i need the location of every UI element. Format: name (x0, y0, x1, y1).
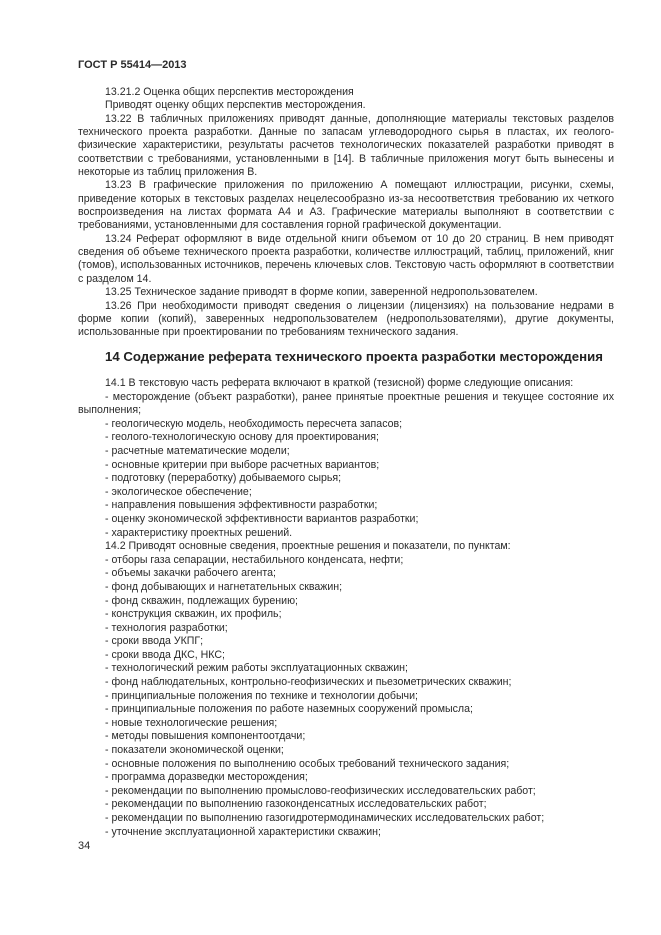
list-item: - уточнение эксплуатационной характеристики скважин; (105, 825, 381, 838)
list-item: - основные критерии при выборе расчетных вариантов; (105, 458, 380, 471)
paragraph: 13.21.2 Оценка общих перспектив месторождения (105, 86, 354, 98)
list-item: - расчетные математические модели; (105, 444, 290, 457)
list-item: - принципиальные положения по технике и технологии добычи; (105, 689, 418, 702)
paragraph: 13.26 При необходимости приводят сведения о лицензии (лицензиях) на пользование недрами в форме копии (копий), заверенных недропользователем (недропользователями), другие документы, использованные при проектировании по требованиям технического задания. (78, 299, 614, 339)
list-item: - рекомендации по выполнению промыслово-геофизических исследовательских работ; (105, 784, 536, 797)
list-item: - геологическую модель, необходимость пересчета запасов; (105, 417, 403, 430)
list-item: - рекомендации по выполнению газоконденсатных исследовательских работ; (105, 798, 487, 811)
list-item: - технология разработки; (105, 621, 228, 634)
page-number: 34 (78, 840, 91, 852)
list-1 (78, 418, 614, 540)
list-item: - показатели экономической оценки; (105, 744, 284, 757)
list-item: - программа доразведки месторождения; (105, 771, 308, 784)
document-header: ГОСТ Р 55414—2013 (78, 59, 187, 71)
list-item: - сроки ввода УКПГ; (105, 635, 204, 648)
list-item: - оценку экономической эффективности вариантов разработки; (105, 512, 419, 525)
list-item: - направления повышения эффективности разработки; (105, 499, 378, 512)
paragraph: 14.2 Приводят основные сведения, проектные решения и показатели, по пунктам: (105, 540, 511, 553)
list-2 (78, 554, 614, 839)
list-item: - геолого-технологическую основу для проектирования; (105, 431, 379, 444)
paragraph: 13.25 Техническое задание приводят в форме копии, заверенной недропользователем. (105, 286, 538, 299)
list-item: - конструкция скважин, их профиль; (105, 608, 282, 621)
section-13-text (78, 86, 614, 340)
list-item: - принципиальные положения по работе наземных сооружений промысла; (105, 703, 473, 716)
list-item: - подготовку (переработку) добываемого сырья; (105, 472, 342, 485)
list-item: - отборы газа сепарации, нестабильного конденсата, нефти; (105, 553, 404, 566)
list-item: - фонд скважин, подлежащих бурению; (105, 594, 298, 607)
paragraph: 13.24 Реферат оформляют в виде отдельной книги объемом от 10 до 20 страниц. В нем приводят сведения об объеме технического проекта разработки, количестве иллюстраций, таблиц, приложений, книг (томов), использованных источников, перечень ключевых слов. Текстовую часть оформляют в соответствии с разделом 14. (78, 232, 614, 285)
list-item: - месторождение (объект разработки), ранее принятые проектные решения и текущее состояние их выполнения; (78, 390, 614, 417)
list-item: - технологический режим работы эксплуатационных скважин; (105, 662, 408, 675)
list-item: - методы повышения компонентоотдачи; (105, 730, 306, 743)
section-14-text (78, 377, 614, 839)
list-item: - объемы закачки рабочего агента; (105, 567, 276, 580)
list-item: - экологическое обеспечение; (105, 485, 252, 498)
list-item: - рекомендации по выполнению газогидротермодинамических исследовательских работ; (105, 812, 545, 824)
list-item: - характеристику проектных решений. (105, 526, 293, 539)
list-item: - новые технологические решения; (105, 716, 278, 729)
paragraph: 14.1 В текстовую часть реферата включают в краткой (тезисной) форме следующие описания: (105, 377, 574, 389)
paragraph: 13.23 В графические приложения по приложению А помещают иллюстрации, рисунки, схемы, приведение которых в текстовых разделах нецелесообразно из-за несоответствия требованию их четкого воспроизведения на листах формата А4 и А3. Графические материалы выполняют в соответствии с требованиями, установленными для составления горной графической документации. (78, 179, 614, 232)
list-item: - основные положения по выполнению особых требований технического задания; (105, 757, 510, 770)
section-14-heading: 14 Содержание реферата технического проекта разработки месторождения (105, 349, 603, 364)
list-item: - сроки ввода ДКС, НКС; (105, 648, 225, 661)
list-item: - фонд наблюдательных, контрольно-геофизических и пьезометрических скважин; (105, 676, 512, 689)
paragraph: 13.22 В табличных приложениях приводят данные, дополняющие материалы текстовых разделов технического проекта разработки. Данные по запасам углеводородного сырья в пластах, их геолого-физические характеристики, результаты расчетов технологических показателей разработки приводят в соответствии с требованиями, установленными в [14]. В табличные приложения могут быть вынесены и некоторые из таблиц приложения В. (78, 112, 614, 179)
list-item: - фонд добывающих и нагнетательных скважин; (105, 580, 343, 593)
paragraph: Приводят оценку общих перспектив месторождения. (105, 99, 366, 112)
